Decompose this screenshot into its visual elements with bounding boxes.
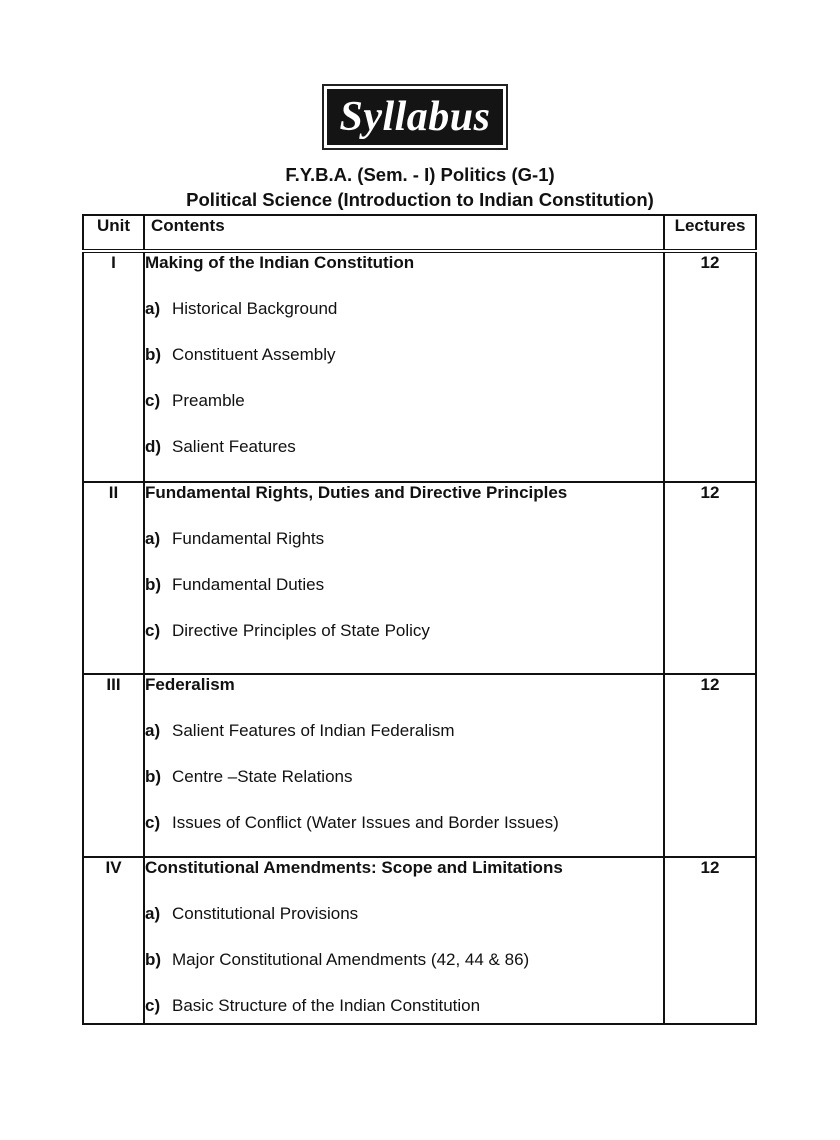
item-letter: a) [145,299,161,318]
unit-number: III [83,674,144,857]
column-header-lectures: Lectures [664,215,756,251]
item-letter: c) [145,996,161,1015]
table-header-row [83,215,756,251]
lecture-count: 12 [664,857,756,1024]
list-item [145,996,663,1016]
unit-number: II [83,482,144,674]
item-letter: d) [145,437,162,456]
syllabus-badge: Syllabus [327,89,503,145]
list-item [145,904,663,924]
table-row [83,674,756,857]
list-item [145,299,663,319]
item-text: Constituent Assembly [172,345,336,364]
list-item [145,767,663,787]
unit-number: I [83,251,144,482]
unit-title: Fundamental Rights, Duties and Directive Principles [145,483,568,502]
item-letter: b) [145,345,162,364]
lecture-count: 12 [664,251,756,482]
item-text: Fundamental Duties [172,575,325,594]
lecture-count: 12 [664,674,756,857]
column-header-contents: Contents [144,215,664,251]
unit-contents [144,857,664,1024]
unit-contents [144,674,664,857]
course-title: F.Y.B.A. (Sem. - I) Politics (G-1) [285,164,555,185]
list-item [145,950,663,970]
list-item [145,437,663,457]
lecture-count: 12 [664,482,756,674]
unit-contents [144,482,664,674]
list-item [145,529,663,549]
list-item [145,575,663,595]
syllabus-badge-frame [322,84,508,150]
item-text: Historical Background [172,299,338,318]
unit-title: Constitutional Amendments: Scope and Limitations [145,858,563,877]
list-item [145,813,663,833]
item-text: Issues of Conflict (Water Issues and Border Issues) [172,813,559,832]
item-letter: c) [145,621,161,640]
item-text: Salient Features of Indian Federalism [172,721,455,740]
item-letter: c) [145,813,161,832]
column-header-unit: Unit [83,215,144,251]
item-letter: c) [145,391,161,410]
item-text: Major Constitutional Amendments (42, 44 & 86) [172,950,530,969]
item-text: Salient Features [172,437,296,456]
item-text: Fundamental Rights [172,529,325,548]
unit-number: IV [83,857,144,1024]
table-row [83,857,756,1024]
item-text: Preamble [172,391,245,410]
item-text: Basic Structure of the Indian Constitution [172,996,481,1015]
item-text: Centre –State Relations [172,767,353,786]
unit-contents [144,251,664,482]
item-letter: a) [145,529,161,548]
table-row [83,482,756,674]
item-letter: b) [145,950,162,969]
item-text: Constitutional Provisions [172,904,359,923]
item-letter: a) [145,721,161,740]
unit-title: Making of the Indian Constitution [145,253,415,272]
syllabus-table [82,214,757,1025]
course-subtitle: Political Science (Introduction to Indian Constitution) [186,189,654,210]
list-item [145,721,663,741]
item-letter: a) [145,904,161,923]
list-item [145,621,663,641]
item-letter: b) [145,767,162,786]
item-text: Directive Principles of State Policy [172,621,430,640]
table-row [83,251,756,482]
list-item [145,345,663,365]
list-item [145,391,663,411]
item-letter: b) [145,575,162,594]
unit-title: Federalism [145,675,235,694]
